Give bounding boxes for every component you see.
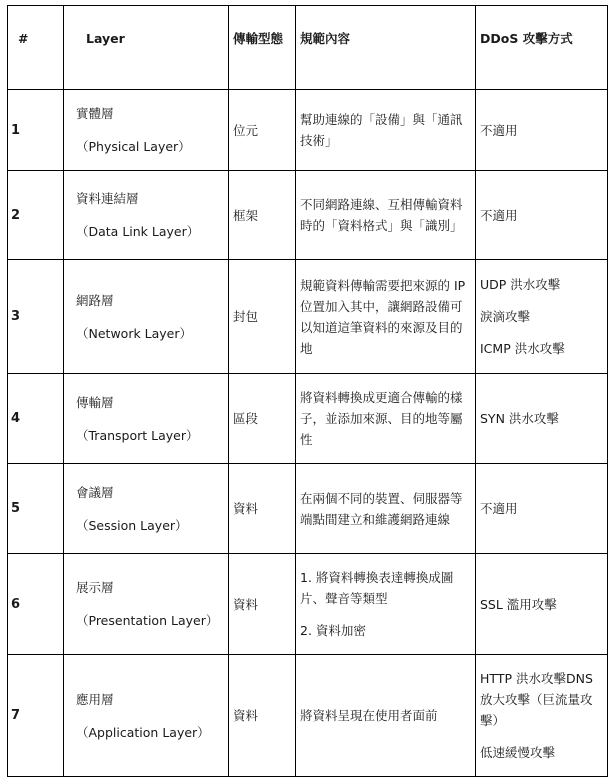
header-row: [8, 6, 608, 90]
table-row: [8, 464, 608, 554]
table-row: [8, 260, 608, 374]
spec-text: 規範資料傳輸需要把來源的 IP 位置加入其中，讓網路設備可以知道這筆資料的來源及目的地: [300, 277, 466, 356]
ddos-text: SSL 濫用攻擊: [480, 596, 557, 612]
ddos-attack: [476, 90, 608, 171]
osi-ddos-table: [7, 5, 608, 777]
specification: [296, 655, 476, 777]
ddos-text: 不適用: [480, 207, 518, 223]
ddos-attack: [476, 655, 608, 777]
layer-name-zh: 應用層: [76, 691, 114, 707]
layer-name-zh: 展示層: [76, 580, 114, 595]
row-number: 2: [8, 171, 64, 260]
ddos-text: 不適用: [480, 122, 518, 138]
ddos-text: SYN 洪水攻擊: [480, 411, 559, 426]
table-row: [8, 655, 608, 777]
layer-name-zh: 網路層: [76, 292, 114, 308]
layer-cell: [64, 90, 229, 171]
layer-cell: [64, 464, 229, 554]
transmission-type: 區段: [229, 374, 296, 464]
spec-text: 將資料呈現在使用者面前: [300, 708, 438, 723]
ddos-text: 不適用: [480, 501, 518, 516]
specification: [296, 260, 476, 374]
specification: [296, 374, 476, 464]
header-specification: 規範內容: [296, 6, 476, 90]
header-layer: Layer: [64, 6, 229, 90]
table-row: [8, 374, 608, 464]
ddos-text: 低速緩慢攻擊: [480, 745, 556, 760]
transmission-type: 資料: [229, 464, 296, 554]
transmission-type: 封包: [229, 260, 296, 374]
row-number: 6: [8, 554, 64, 655]
ddos-attack: [476, 554, 608, 655]
spec-text: 在兩個不同的裝置、伺服器等端點間建立和維護網路連線: [300, 490, 463, 527]
ddos-text: HTTP 洪水攻擊DNS 放大攻擊（巨流量攻擊）: [480, 671, 593, 728]
table-row: [8, 171, 608, 260]
layer-name-zh: 傳輸層: [76, 394, 114, 410]
layer-name-en: （Session Layer）: [76, 517, 188, 533]
transmission-type: 位元: [229, 90, 296, 171]
layer-cell: [64, 554, 229, 655]
layer-name-zh: 實體層: [76, 106, 114, 121]
specification: [296, 554, 476, 655]
row-number: 5: [8, 464, 64, 554]
ddos-attack: [476, 171, 608, 260]
ddos-text: ICMP 洪水攻擊: [480, 341, 565, 356]
ddos-attack: [476, 260, 608, 374]
layer-name-en: （Transport Layer）: [76, 427, 199, 443]
header-ddos-attack: DDoS 攻擊方式: [476, 6, 608, 90]
ddos-text: UDP 洪水攻擊: [480, 277, 561, 292]
layer-cell: [64, 171, 229, 260]
spec-text: 1. 將資料轉換表達轉換成圖片、聲音等類型: [300, 570, 454, 606]
table-row: [8, 554, 608, 655]
row-number: 3: [8, 260, 64, 374]
table-row: [8, 90, 608, 171]
layer-name-en: （Presentation Layer）: [76, 613, 219, 628]
layer-cell: [64, 260, 229, 374]
spec-text: 將資料轉換成更適合傳輸的樣子，並添加來源、目的地等屬性: [300, 390, 463, 447]
transmission-type: 資料: [229, 655, 296, 777]
layer-name-en: （Network Layer）: [76, 325, 193, 341]
header-number: #: [8, 6, 64, 90]
transmission-type: 資料: [229, 554, 296, 655]
ddos-text: 淚滴攻擊: [480, 309, 531, 324]
spec-text: 幫助連線的「設備」與「通訊技術」: [300, 112, 463, 148]
layer-name-zh: 資料連結層: [76, 191, 139, 206]
specification: [296, 171, 476, 260]
row-number: 7: [8, 655, 64, 777]
header-transmission-type: 傳輸型態: [229, 6, 296, 90]
ddos-attack: [476, 374, 608, 464]
layer-cell: [64, 655, 229, 777]
spec-text: 2. 資料加密: [300, 623, 366, 638]
row-number: 4: [8, 374, 64, 464]
specification: [296, 464, 476, 554]
ddos-attack: [476, 464, 608, 554]
transmission-type: 框架: [229, 171, 296, 260]
spec-text: 不同網路連線、互相傳輸資料時的「資料格式」與「識別」: [300, 197, 463, 233]
specification: [296, 90, 476, 171]
layer-name-en: （Data Link Layer）: [76, 224, 200, 239]
layer-name-en: （Application Layer）: [76, 724, 210, 740]
row-number: 1: [8, 90, 64, 171]
layer-name-en: （Physical Layer）: [76, 139, 191, 154]
layer-cell: [64, 374, 229, 464]
layer-name-zh: 會議層: [76, 484, 114, 500]
